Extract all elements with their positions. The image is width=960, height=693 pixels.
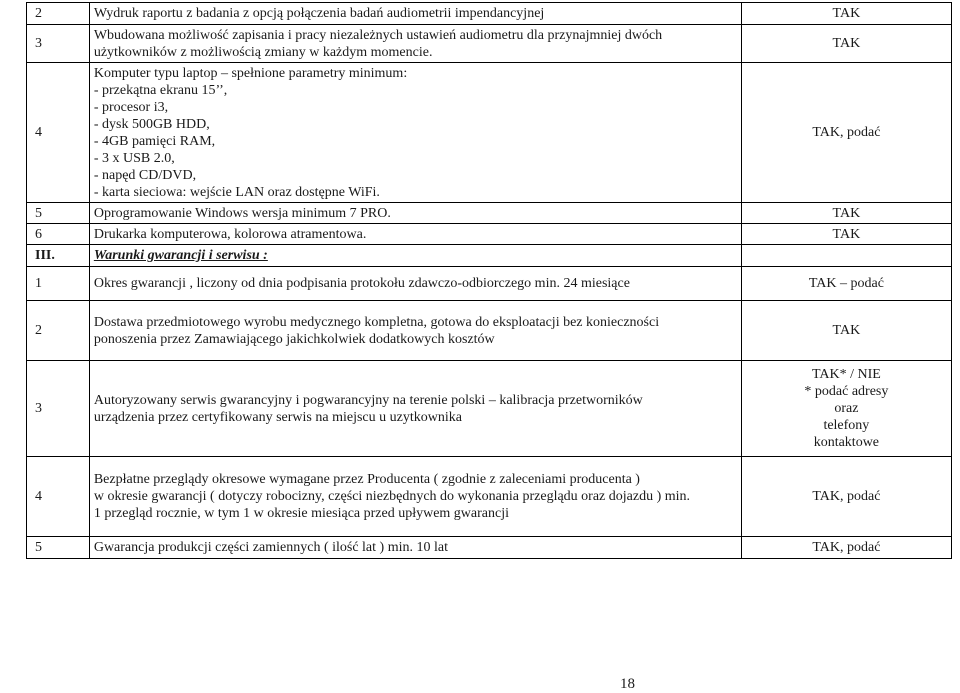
row-description: Drukarka komputerowa, kolorowa atramentowa. [89, 224, 741, 245]
table-row [27, 224, 952, 245]
section-header-row [27, 245, 952, 267]
row-description: Bezpłatne przeglądy okresowe wymagane przez Producenta ( zgodnie z zaleceniami producenta ) w okresie gwarancji ( dotyczy robocizny, części niezbędnych do wykonania przeglądu oraz dojazdu ) min. 1 przegląd rocznie, w tym 1 w okresie miesiąca przed upływem gwarancji [89, 457, 741, 537]
row-number: 4 [27, 63, 90, 203]
table-row [27, 457, 952, 537]
row-description: Komputer typu laptop – spełnione parametry minimum: - przekątna ekranu 15’’, - procesor i3, - dysk 500GB HDD, - 4GB pamięci RAM, - 3 x USB 2.0, - napęd CD/DVD, - karta sieciowa: wejście LAN oraz dostępne WiFi. [89, 63, 741, 203]
specification-table [26, 2, 952, 559]
table-row [27, 361, 952, 457]
row-number: 6 [27, 224, 90, 245]
row-description: Dostawa przedmiotowego wyrobu medycznego kompletna, gotowa do eksploatacji bez konieczności ponoszenia przez Zamawiającego jakichkolwiek dodatkowych kosztów [89, 301, 741, 361]
row-number: 4 [27, 457, 90, 537]
table-row [27, 25, 952, 63]
section-answer-empty [741, 245, 951, 267]
row-description: Autoryzowany serwis gwarancyjny i pogwarancyjny na terenie polski – kalibracja przetworników urządzenia przez certyfikowany serwis na miejscu u uzytkownika [89, 361, 741, 457]
table-row [27, 63, 952, 203]
row-answer: TAK* / NIE * podać adresy oraz telefony kontaktowe [741, 361, 951, 457]
row-answer: TAK [741, 25, 951, 63]
row-number: 3 [27, 25, 90, 63]
row-description: Oprogramowanie Windows wersja minimum 7 PRO. [89, 203, 741, 224]
row-answer: TAK [741, 203, 951, 224]
section-number: III. [27, 245, 90, 267]
row-description: Wydruk raportu z badania z opcją połączenia badań audiometrii impendancyjnej [89, 3, 741, 25]
page-number: 18 [620, 676, 635, 692]
table-row [27, 267, 952, 301]
row-answer: TAK [741, 301, 951, 361]
row-description: Okres gwarancji , liczony od dnia podpisania protokołu zdawczo-odbiorczego min. 24 miesiące [89, 267, 741, 301]
row-answer: TAK, podać [741, 63, 951, 203]
section-title: Warunki gwarancji i serwisu : [89, 245, 741, 267]
row-description: Gwarancja produkcji części zamiennych ( ilość lat ) min. 10 lat [89, 537, 741, 559]
table-row [27, 537, 952, 559]
row-description: Wbudowana możliwość zapisania i pracy niezależnych ustawień audiometru dla przynajmniej dwóch użytkowników z możliwością zmiany w każdym momencie. [89, 25, 741, 63]
row-answer: TAK – podać [741, 267, 951, 301]
row-number: 1 [27, 267, 90, 301]
table-row [27, 203, 952, 224]
table-row [27, 3, 952, 25]
row-answer: TAK, podać [741, 537, 951, 559]
row-number: 2 [27, 3, 90, 25]
row-number: 2 [27, 301, 90, 361]
row-answer: TAK, podać [741, 457, 951, 537]
row-answer: TAK [741, 3, 951, 25]
row-number: 5 [27, 203, 90, 224]
table-row [27, 301, 952, 361]
row-number: 5 [27, 537, 90, 559]
row-number: 3 [27, 361, 90, 457]
row-answer: TAK [741, 224, 951, 245]
